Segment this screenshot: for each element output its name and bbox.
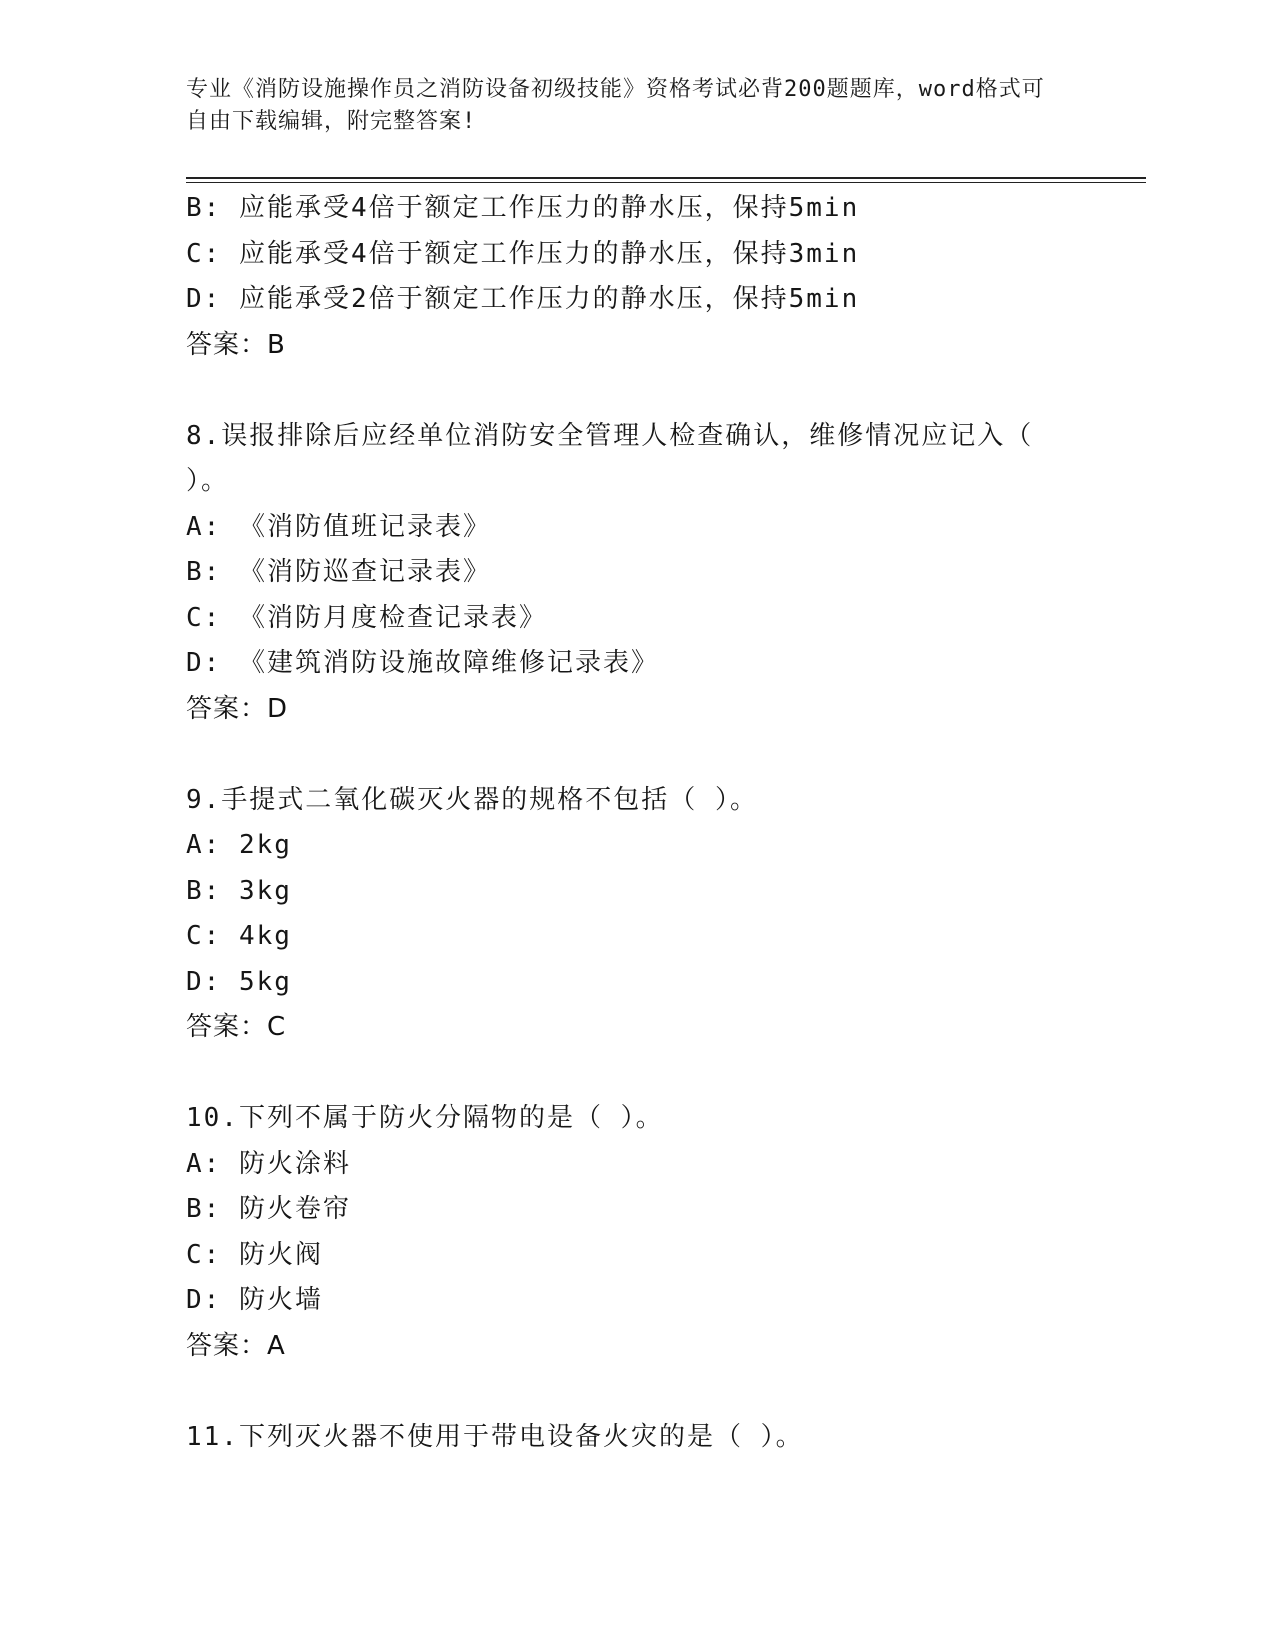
option-d: D: 防火墙 (186, 1285, 323, 1315)
option-b: B: 防火卷帘 (186, 1194, 351, 1224)
answer-line: 答案：D (186, 693, 289, 724)
header-divider-thick (186, 177, 1146, 179)
spacer (186, 1051, 1066, 1097)
question-11 (186, 1415, 1066, 1461)
option-d: D: 5kg (186, 966, 292, 997)
spacer (186, 368, 1066, 414)
option-d: D: 应能承受2倍于额定工作压力的静水压，保持5min (186, 284, 860, 314)
question-8 (186, 414, 1066, 733)
option-c: C: 应能承受4倍于额定工作压力的静水压，保持3min (186, 238, 860, 269)
option-a: A: 2kg (186, 830, 292, 860)
question-stem: 10.下列不属于防火分隔物的是（ ）。 (186, 1103, 664, 1133)
answer-line: 答案：A (186, 1330, 286, 1361)
answer-line: 答案：C (186, 1012, 287, 1042)
option-a: A: 《消防值班记录表》 (186, 511, 491, 542)
spacer (186, 732, 1066, 778)
option-a: A: 防火涂料 (186, 1148, 351, 1179)
question-content (186, 186, 1066, 1460)
header-divider-thin (186, 182, 1146, 183)
question-10 (186, 1096, 1066, 1369)
question-7-continuation (186, 186, 1066, 368)
answer-line: 答案：B (186, 329, 286, 360)
question-stem: 11.下列灭火器不使用于带电设备火灾的是（ ）。 (186, 1421, 804, 1452)
question-9 (186, 778, 1066, 1051)
option-b: B: 《消防巡查记录表》 (186, 557, 491, 587)
option-d: D: 《建筑消防设施故障维修记录表》 (186, 648, 659, 678)
option-c: C: 防火阀 (186, 1239, 323, 1270)
question-stem: 8.误报排除后应经单位消防安全管理人检查确认，维修情况应记入（ ）。 (186, 420, 1034, 496)
option-b: B: 应能承受4倍于额定工作压力的静水压，保持5min (186, 193, 860, 223)
document-header: 专业《消防设施操作员之消防设备初级技能》资格考试必背200题题库，word格式可自由下载编辑，附完整答案! (186, 77, 1045, 134)
question-stem: 9.手提式二氧化碳灭火器的规格不包括（ ）。 (186, 784, 758, 815)
option-c: C: 《消防月度检查记录表》 (186, 602, 547, 633)
option-c: C: 4kg (186, 921, 292, 951)
spacer (186, 1369, 1066, 1415)
option-b: B: 3kg (186, 875, 292, 906)
